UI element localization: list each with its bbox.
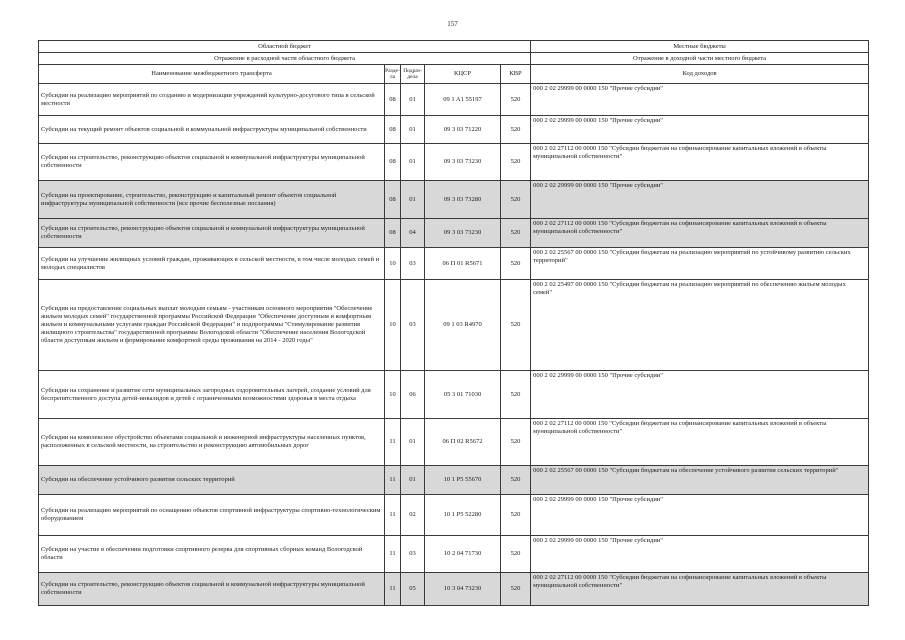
income-code-cell: 000 2 02 29999 00 0000 150 "Прочие субсидии" [531,84,869,116]
table-row [39,536,869,573]
section-cell: 11 [385,419,401,466]
income-code-cell: 000 2 02 27112 00 0000 150 "Субсидии бюджетам на софинансирование капитальных вложений в объекты муниципальной собственности" [531,419,869,466]
transfer-name-cell: Субсидии на предоставление социальных выплат молодым семьям - участникам основного мероприятия "Обеспечение жильем молодых семей" государственной программы Российской Федерации "Обеспечение доступным и комфортным жильем и коммунальными услугами граждан Российской Федерации" и подпрограммы "Стимулирование развития жилищного строительства" государственной программы Вологодской области "Обеспечение населения Вологодской области доступным жильем и формирование комфортной среды проживания на 2014 - 2020 годы" [39,280,385,371]
transfer-name-cell: Субсидии на комплексное обустройство объектами социальной и инженерной инфраструктуры населенных пунктов, расположенных в сельской местности, на строительство и реконструкцию автомобильных дорог [39,419,385,466]
subsection-cell: 01 [401,419,425,466]
table-row [39,116,869,144]
income-code-cell: 000 2 02 25567 00 0000 150 "Субсидии бюджетам на реализацию мероприятий по устойчивому развитию сельских территорий" [531,248,869,280]
regional-expense-header: Отражение в расходной части областного бюджета [39,53,531,65]
kvr-cell: 520 [501,419,531,466]
col-kvr-header: КВР [501,65,531,84]
kcsr-cell: 10 1 P5 55670 [425,466,501,495]
section-cell: 08 [385,219,401,248]
col-section-header: Раздела [385,65,401,84]
table-row [39,84,869,116]
section-cell: 08 [385,181,401,219]
kcsr-cell: 10 1 P5 52280 [425,495,501,536]
section-cell: 11 [385,466,401,495]
transfer-name-cell: Субсидии на реализацию мероприятий по созданию и модернизации учреждений культурно-досугового типа в сельской местности [39,84,385,116]
subsection-cell: 03 [401,536,425,573]
subsection-cell: 03 [401,280,425,371]
income-code-cell: 000 2 02 29999 00 0000 150 "Прочие субсидии" [531,181,869,219]
section-cell: 11 [385,536,401,573]
subsection-cell: 06 [401,371,425,419]
table-row [39,466,869,495]
transfer-name-cell: Субсидии на участие в обеспечении подготовки спортивного резерва для спортивных сборных команд Вологодской области [39,536,385,573]
kcsr-cell: 09 1 A1 55197 [425,84,501,116]
local-income-header: Отражение в доходной части местного бюджета [531,53,869,65]
section-cell: 10 [385,248,401,280]
kvr-cell: 520 [501,84,531,116]
transfer-name-cell: Субсидии на сохранение и развитие сети муниципальных загородных оздоровительных лагерей, создание условий для беспрепятственного доступа детей-инвалидов и детей с ограниченными возможностями здоровья в места отдыха [39,371,385,419]
section-cell: 11 [385,495,401,536]
kcsr-cell: 09 3 03 73280 [425,181,501,219]
income-code-cell: 000 2 02 27112 00 0000 150 "Субсидии бюджетам на софинансирование капитальных вложений в объекты муниципальной собственности" [531,144,869,181]
section-cell: 08 [385,84,401,116]
table-row [39,181,869,219]
kvr-cell: 520 [501,219,531,248]
subsection-cell: 01 [401,116,425,144]
col-name-header: Наименование межбюджетного трансферта [39,65,385,84]
kcsr-cell: 09 3 03 73230 [425,219,501,248]
subsection-cell: 03 [401,248,425,280]
table-row [39,248,869,280]
transfer-name-cell: Субсидии на проектирование, строительство, реконструкцию и капитальный ремонт объектов социальной инфраструктуры муниципальной собственности (все прочие бесполезные послания) [39,181,385,219]
income-code-cell: 000 2 02 27112 00 0000 150 "Субсидии бюджетам на софинансирование капитальных вложений в объекты муниципальной собственности" [531,219,869,248]
section-cell: 10 [385,280,401,371]
subsection-cell: 04 [401,219,425,248]
income-code-cell: 000 2 02 29999 00 0000 150 "Прочие субсидии" [531,371,869,419]
table-row [39,280,869,371]
subsection-cell: 01 [401,181,425,219]
section-cell: 10 [385,371,401,419]
col-kcsr-header: КЦСР [425,65,501,84]
page-number: 157 [447,20,458,28]
transfer-name-cell: Субсидии на реализацию мероприятий по оснащению объектов спортивной инфраструктуры спортивно-технологическим оборудованием [39,495,385,536]
kvr-cell: 520 [501,495,531,536]
kcsr-cell: 10 2 04 71730 [425,536,501,573]
kvr-cell: 520 [501,536,531,573]
transfer-name-cell: Субсидии на строительство, реконструкцию объектов социальной и коммунальной инфраструктуры муниципальной собственности [39,573,385,606]
kvr-cell: 520 [501,371,531,419]
budget-table [38,40,869,606]
table-row [39,371,869,419]
kcsr-cell: 10 3 04 73230 [425,573,501,606]
table-row [39,573,869,606]
subsection-cell: 01 [401,144,425,181]
subsection-cell: 05 [401,573,425,606]
section-cell: 08 [385,116,401,144]
section-cell: 11 [385,573,401,606]
kcsr-cell: 06 П 02 R5672 [425,419,501,466]
subsection-cell: 01 [401,466,425,495]
kcsr-cell: 09 1 03 R4970 [425,280,501,371]
subsection-cell: 01 [401,84,425,116]
income-code-cell: 000 2 02 29999 00 0000 150 "Прочие субсидии" [531,116,869,144]
local-budgets-header: Местные бюджеты [531,41,869,53]
income-code-cell: 000 2 02 25497 00 0000 150 "Субсидии бюджетам на реализацию мероприятий по обеспечению жильем молодых семей" [531,280,869,371]
kvr-cell: 520 [501,144,531,181]
transfer-name-cell: Субсидии на строительство, реконструкцию объектов социальной и коммунальной инфраструктуры муниципальной собственности [39,144,385,181]
kvr-cell: 520 [501,466,531,495]
kvr-cell: 520 [501,280,531,371]
kcsr-cell: 05 3 01 71030 [425,371,501,419]
table-row [39,419,869,466]
subsection-cell: 02 [401,495,425,536]
kvr-cell: 520 [501,116,531,144]
income-code-cell: 000 2 02 25567 00 0000 150 "Субсидии бюджетам на обеспечение устойчивого развития сельских территорий" [531,466,869,495]
table-row [39,495,869,536]
kvr-cell: 520 [501,248,531,280]
kcsr-cell: 09 3 03 71220 [425,116,501,144]
kcsr-cell: 06 П 01 R5671 [425,248,501,280]
table-body [39,84,869,606]
col-subsection-header: Подраздела [401,65,425,84]
transfer-name-cell: Субсидии на улучшение жилищных условий граждан, проживающих в сельской местности, в том числе молодых семей и молодых специалистов [39,248,385,280]
table-row [39,144,869,181]
income-code-cell: 000 2 02 29999 00 0000 150 "Прочие субсидии" [531,495,869,536]
kcsr-cell: 09 3 03 73230 [425,144,501,181]
kvr-cell: 520 [501,573,531,606]
section-cell: 08 [385,144,401,181]
col-income-code-header: Код доходов [531,65,869,84]
transfer-name-cell: Субсидии на текущий ремонт объектов социальной и коммунальной инфраструктуры муниципальной собственности [39,116,385,144]
regional-budget-header: Областной бюджет [39,41,531,53]
transfer-name-cell: Субсидии на строительство, реконструкцию объектов социальной и коммунальной инфраструктуры муниципальной собственности [39,219,385,248]
transfer-name-cell: Субсидии на обеспечение устойчивого развития сельских территорий [39,466,385,495]
kvr-cell: 520 [501,181,531,219]
table-row [39,219,869,248]
income-code-cell: 000 2 02 27112 00 0000 150 "Субсидии бюджетам на софинансирование капитальных вложений в объекты муниципальной собственности" [531,573,869,606]
income-code-cell: 000 2 02 29999 00 0000 150 "Прочие субсидии" [531,536,869,573]
